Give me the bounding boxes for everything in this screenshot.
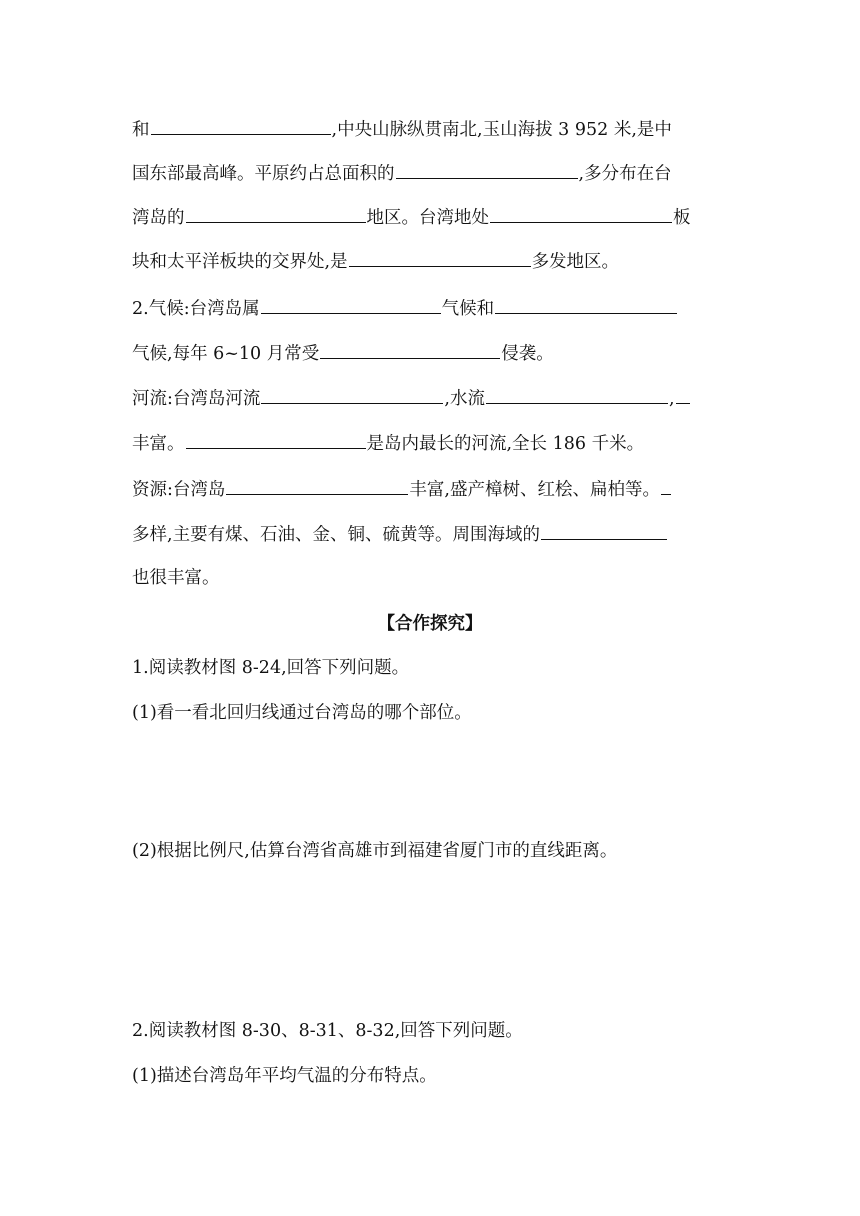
- text: ,水流: [444, 389, 485, 409]
- question-2: 2.阅读教材图 8-30、8-31、8-32,回答下列问题。: [132, 1021, 523, 1041]
- text: 多发地区。: [531, 252, 620, 272]
- fill-line-2: [132, 160, 732, 187]
- fill-line-3: [132, 204, 732, 231]
- fill-line-4: [132, 248, 732, 275]
- text: 国东部最高峰。平原约占总面积的: [132, 164, 395, 184]
- fill-line-9: [132, 476, 732, 503]
- fill-line-7: [132, 385, 732, 412]
- blank-answer[interactable]: [396, 160, 578, 179]
- text: 丰富,盛产樟树、红桧、扁柏等。: [409, 480, 660, 500]
- blank-answer[interactable]: [661, 476, 671, 495]
- text: 丰富。: [132, 434, 185, 454]
- text: 板: [673, 208, 691, 228]
- blank-answer[interactable]: [676, 385, 690, 404]
- blank-answer[interactable]: [261, 295, 441, 314]
- blank-answer[interactable]: [186, 204, 366, 223]
- fill-line-8: [132, 430, 732, 457]
- blank-answer[interactable]: [226, 476, 408, 495]
- text: 资源:台湾岛: [132, 480, 226, 500]
- blank-answer[interactable]: [495, 295, 677, 314]
- text: 湾岛的: [132, 208, 185, 228]
- blank-answer[interactable]: [349, 248, 531, 267]
- blank-answer[interactable]: [320, 340, 500, 359]
- blank-answer[interactable]: [486, 385, 668, 404]
- fill-line-5: [132, 295, 732, 322]
- text: 也很丰富。: [132, 568, 220, 588]
- blank-answer[interactable]: [541, 521, 667, 540]
- text: ,: [668, 389, 675, 409]
- question-2-1: (1)描述台湾岛年平均气温的分布特点。: [132, 1066, 437, 1086]
- question-1: 1.阅读教材图 8-24,回答下列问题。: [132, 658, 410, 678]
- question-1-2: (2)根据比例尺,估算台湾省高雄市到福建省厦门市的直线距离。: [132, 841, 618, 861]
- fill-line-11: [132, 565, 732, 591]
- blank-answer[interactable]: [151, 116, 331, 135]
- blank-answer[interactable]: [261, 385, 443, 404]
- blank-answer[interactable]: [186, 430, 366, 449]
- section-heading: 【合作探究】: [377, 614, 483, 634]
- text: 气候,每年 6~10 月常受: [132, 344, 320, 364]
- blank-answer[interactable]: [490, 204, 672, 223]
- text: 2.气候:台湾岛属: [132, 299, 260, 319]
- fill-line-10: [132, 521, 732, 548]
- text: 河流:台湾岛河流: [132, 389, 261, 409]
- question-1-1: (1)看一看北回归线通过台湾岛的哪个部位。: [132, 703, 472, 723]
- fill-line-1: [132, 116, 732, 143]
- text: 地区。台湾地处: [366, 208, 489, 228]
- fill-line-6: [132, 340, 732, 367]
- text: ,中央山脉纵贯南北,玉山海拔 3 952 米,是中: [331, 120, 672, 140]
- text: 气候和: [441, 299, 495, 319]
- text: ,多分布在台: [578, 164, 672, 184]
- text: 侵袭。: [501, 344, 554, 364]
- text: 块和太平洋板块的交界处,是: [132, 252, 348, 272]
- text: 和: [132, 120, 150, 140]
- text: 是岛内最长的河流,全长 186 千米。: [366, 434, 645, 454]
- text: 多样,主要有煤、石油、金、铜、硫黄等。周围海域的: [132, 525, 541, 545]
